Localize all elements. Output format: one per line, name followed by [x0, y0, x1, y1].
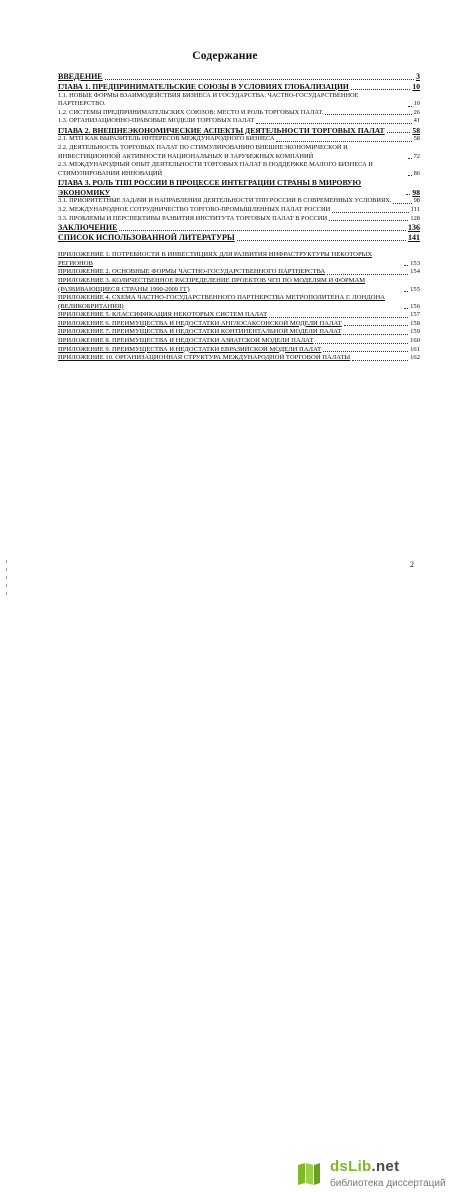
toc-leader-dots	[119, 230, 406, 231]
toc-entry-title: ВВЕДЕНИЕ	[58, 72, 103, 81]
toc-entry-title: 1.1. НОВЫЕ ФОРМЫ ВЗАИМОДЕЙСТВИЯ БИЗНЕСА И ГОСУДАРСТВА: ЧАСТНО-ГОСУДАРСТВЕННОЕ ПАРТНЕРСТВО.	[58, 91, 359, 108]
toc-leader-dots	[351, 89, 411, 90]
toc-entry-sec[interactable]	[58, 144, 420, 161]
toc-entry-app[interactable]	[58, 337, 420, 346]
toc-entry-page: 41	[413, 117, 420, 125]
watermark-brand-part1: dsLib	[330, 1158, 372, 1175]
page-title: Содержание	[192, 50, 258, 62]
toc-entry-big[interactable]	[58, 223, 420, 233]
toc-leader-dots	[387, 132, 411, 133]
toc-leader-dots	[393, 203, 411, 204]
toc-entry-title: ПРИЛОЖЕНИЕ 2. ОСНОВНЫЕ ФОРМЫ ЧАСТНО-ГОСУДАРСТВЕННОГО ПАРТНЕРСТВА	[58, 268, 326, 276]
toc-entry-app[interactable]	[58, 311, 420, 320]
toc-leader-dots	[105, 79, 414, 80]
toc-gap	[58, 243, 420, 251]
watermark-brand	[330, 1158, 399, 1175]
toc-entry-sec[interactable]	[58, 197, 420, 206]
toc-leader-dots	[327, 274, 408, 275]
toc-entry-page: 72	[413, 152, 420, 160]
toc-entry-title: 2.2. ДЕЯТЕЛЬНОСТЬ ТОРГОВЫХ ПАЛАТ ПО СТИМУЛИРОВАНИЮ ВНЕШНЕЭКОНОМИЧЕСКОЙ И ИНВЕСТИЦИОННОЙ АКТИВНОСТИ НАЦИОНАЛЬНЫХ И ЗАРУБЕЖНЫХ КОМПАНИЙ	[58, 143, 348, 160]
toc-entry-title: ЗАКЛЮЧЕНИЕ	[58, 223, 118, 233]
dslib-logo-icon	[295, 1161, 323, 1187]
toc-leader-dots	[329, 220, 408, 221]
toc-entry-title: 1.3. ОРГАНИЗАЦИОННО-ПРАВОВЫЕ МОДЕЛИ ТОРГОВЫХ ПАЛАТ	[58, 117, 255, 125]
toc-entry-title: 2.3. МЕЖДУНАРОДНЫЙ ОПЫТ ДЕЯТЕЛЬНОСТИ ТОРГОВЫХ ПАЛАТ В ПОДДЕРЖКЕ МАЛОГО БИЗНЕСА И СТИМУЛИРОВАНИИ ИННОВАЦИЙ	[58, 161, 373, 177]
toc-entry-app[interactable]	[58, 268, 420, 277]
toc-entry-sec[interactable]	[58, 206, 420, 215]
toc-entry-page: 162	[410, 354, 420, 362]
toc-entry-page: 157	[410, 311, 420, 319]
toc-entry-page: 3	[416, 72, 420, 81]
toc-entry-title: ПРИЛОЖЕНИЕ 7. ПРЕИМУЩЕСТВА И НЕДОСТАТКИ КОНТИНЕНТАЛЬНОЙ МОДЕЛИ ПАЛАТ	[58, 328, 342, 336]
toc-leader-dots	[256, 123, 411, 124]
toc-leader-dots	[323, 351, 408, 352]
toc-leader-dots	[404, 265, 408, 266]
toc-entry-title: ГЛАВА 3. РОЛЬ ТПП РОССИИ В ПРОЦЕССЕ ИНТЕГРАЦИИ СТРАНЫ В МИРОВУЮ ЭКОНОМИКУ	[58, 178, 362, 197]
toc-entry-page: 153	[410, 259, 420, 267]
toc-leader-dots	[408, 158, 412, 159]
watermark	[0, 578, 450, 1189]
toc-entry-chapter[interactable]	[58, 82, 420, 92]
toc-leader-dots	[352, 360, 408, 361]
toc-entry-app[interactable]	[58, 320, 420, 329]
toc-leader-dots	[237, 240, 406, 241]
toc-entry-app[interactable]	[58, 354, 420, 363]
toc-entry-page: 158	[410, 319, 420, 327]
toc-leader-dots	[406, 194, 410, 195]
toc-entry-sec[interactable]	[58, 109, 420, 118]
toc-entry-page: 160	[410, 337, 420, 345]
toc-entry-page: 159	[410, 328, 420, 336]
toc-entry-page: 58	[413, 135, 420, 143]
toc-entry-title: ПРИЛОЖЕНИЕ 9. ПРЕИМУЩЕСТВА И НЕДОСТАТКИ ЕВРАЗИЙСКОЙ МОДЕЛИ ПАЛАТ	[58, 345, 322, 353]
toc-entry-page: 111	[410, 205, 420, 213]
toc-entry-title: ГЛАВА 2. ВНЕШНЕЭКОНОМИЧЕСКИЕ АСПЕКТЫ ДЕЯТЕЛЬНОСТИ ТОРГОВЫХ ПАЛАТ	[58, 125, 385, 135]
toc-entry-page: 155	[410, 285, 420, 293]
toc-leader-dots	[408, 106, 412, 107]
toc-entry-title: ПРИЛОЖЕНИЕ 8. ПРЕИМУЩЕСТВА И НЕДОСТАТКИ АЗИАТСКОЙ МОДЕЛИ ПАЛАТ	[58, 337, 314, 345]
toc-entry-page: 128	[410, 214, 420, 222]
toc-leader-dots	[343, 334, 408, 335]
toc-entry-page: 26	[413, 108, 420, 116]
toc-entry-title: ПРИЛОЖЕНИЕ 5. КЛАССИФИКАЦИЯ НЕКОТОРЫХ СИСТЕМ ПАЛАТ	[58, 311, 268, 319]
toc-leader-dots	[315, 343, 408, 344]
toc-entry-title: ПРИЛОЖЕНИЕ 3. КОЛИЧЕСТВЕННОЕ РАСПРЕДЕЛЕНИЕ ПРОЕКТОВ ЧГП ПО МОДЕЛЯМ И ФОРМАМ (РАЗВИВАЮЩИЕСЯ СТРАНЫ 1990-2009 ГГ)	[58, 276, 366, 293]
toc-entry-app[interactable]	[58, 251, 420, 268]
toc-leader-dots	[325, 114, 411, 115]
toc-entry-app[interactable]	[58, 346, 420, 355]
toc-leader-dots	[404, 308, 408, 309]
toc-entry-title: ПРИЛОЖЕНИЕ 6. ПРЕИМУЩЕСТВА И НЕДОСТАТКИ АНГЛОСАКСОНСКОЙ МОДЕЛИ ПАЛАТ	[58, 319, 342, 327]
toc-entry-sec[interactable]	[58, 161, 420, 178]
toc-entry-title: 3.2. МЕЖДУНАРОДНОЕ СОТРУДНИЧЕСТВО ТОРГОВО-ПРОМЫШЛЕННЫХ ПАЛАТ РОССИИ	[58, 205, 331, 213]
toc-entry-page: 156	[410, 302, 420, 310]
toc-entry-title: 1.2. СИСТЕМЫ ПРЕДПРИНИМАТЕЛЬСКИХ СОЮЗОВ: МЕСТО И РОЛЬ ТОРГОВЫХ ПАЛАТ.	[58, 108, 324, 116]
toc-entry-title: 2.1. МТП КАК ВЫРАЗИТЕЛЬ ИНТЕРЕСОВ МЕЖДУНАРОДНОГО БИЗНЕСА	[58, 135, 275, 143]
toc-entry-title: ГЛАВА 1. ПРЕДПРИНИМАТЕЛЬСКИЕ СОЮЗЫ В УСЛОВИЯХ ГЛОБАЛИЗАЦИИ	[58, 82, 349, 91]
toc-entry-big[interactable]	[58, 233, 420, 243]
toc-entry-sec[interactable]	[58, 135, 420, 144]
toc-entry-title: СПИСОК ИСПОЛЬЗОВАННОЙ ЛИТЕРАТУРЫ	[58, 233, 235, 243]
toc-entry-page: 58	[412, 125, 420, 135]
toc-entry-sec[interactable]	[58, 117, 420, 126]
toc-leader-dots	[408, 175, 412, 176]
watermark-brand-part2: .net	[371, 1158, 400, 1175]
toc-entry-page: 98	[413, 197, 420, 205]
toc-leader-dots	[332, 212, 409, 213]
toc-entry-page: 10	[413, 100, 420, 108]
toc-entry-page: 98	[412, 187, 420, 197]
toc-entry-title: 3.1. ПРИОРИТЕТНЫЕ ЗАДАЧИ И НАПРАВЛЕНИЯ ДЕЯТЕЛЬНОСТИ ТПП РОССИИ В СОВРЕМЕННЫХ УСЛОВИЯХ.	[58, 197, 392, 205]
toc-leader-dots	[276, 141, 411, 142]
toc-entry-sec[interactable]	[58, 92, 420, 109]
toc-entry-page: 141	[408, 233, 420, 243]
toc-entry-page: 10	[412, 82, 420, 91]
toc-entry-title: 3.3. ПРОБЛЕМЫ И ПЕРСПЕКТИВЫ РАЗВИТИЯ ИНСТИТУТА ТОРГОВЫХ ПАЛАТ В РОССИИ	[58, 214, 328, 222]
toc-entry-app[interactable]	[58, 277, 420, 294]
toc-entry-title: ПРИЛОЖЕНИЕ 10. ОРГАНИЗАЦИОННАЯ СТРУКТУРА МЕЖДУНАРОДНОЙ ТОРГОВОЙ ПАЛАТЫ	[58, 354, 351, 362]
toc-entry-title: ПРИЛОЖЕНИЕ 1. ПОТРЕБНОСТИ В ИНВЕСТИЦИЯХ ДЛЯ РАЗВИТИЯ ИНФРАСТРУКТУРЫ НЕКОТОРЫХ РЕГИОНОВ	[58, 251, 373, 267]
toc-entry-sec[interactable]	[58, 215, 420, 224]
toc-entry-app[interactable]	[58, 294, 420, 311]
toc-entry-chapter[interactable]	[58, 126, 420, 136]
table-of-contents	[58, 72, 420, 363]
toc-entry-page: 136	[408, 223, 420, 233]
page-number: 2	[410, 560, 414, 569]
watermark-subtitle: библиотека диссертаций	[330, 1178, 446, 1189]
toc-entry-page: 154	[410, 268, 420, 276]
toc-entry-app[interactable]	[58, 328, 420, 337]
toc-entry-title: ПРИЛОЖЕНИЕ 4. СХЕМА ЧАСТНО-ГОСУДАРСТВЕННОГО ПАРТНЕРСТВА МЕТРОПОЛИТЕНА Г. ЛОНДОНА (ВЕЛИКОБРИТАНИЯ)	[58, 294, 386, 310]
toc-leader-dots	[269, 317, 408, 318]
toc-entry-chapter[interactable]	[58, 178, 420, 197]
toc-entry-page: 161	[410, 345, 420, 353]
toc-leader-dots	[404, 291, 408, 292]
toc-entry-page: 86	[413, 169, 420, 177]
toc-leader-dots	[344, 325, 408, 326]
toc-entry-big[interactable]	[58, 72, 420, 82]
